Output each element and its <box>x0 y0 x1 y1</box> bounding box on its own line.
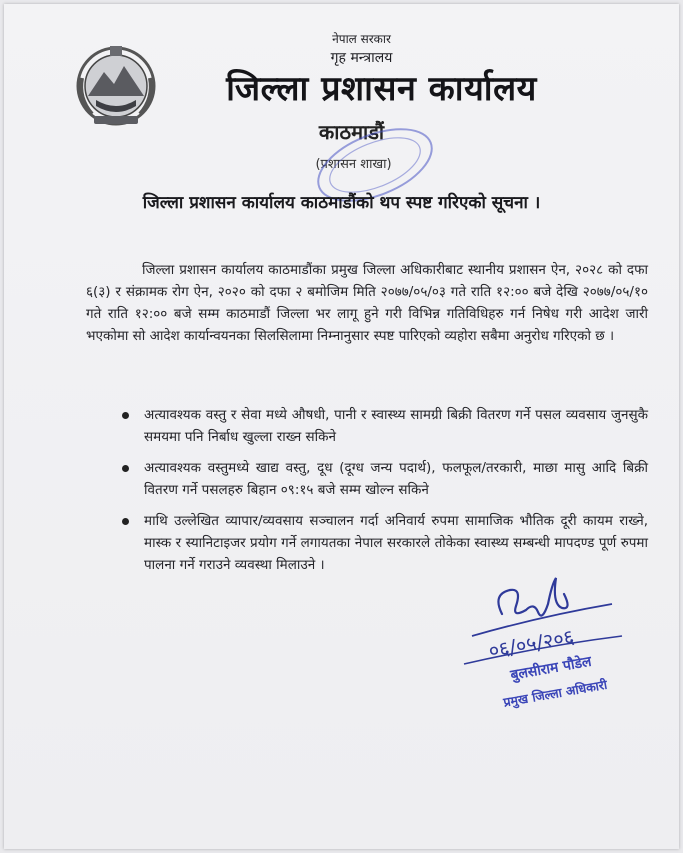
bullet-icon <box>122 412 129 419</box>
list-item <box>116 457 648 501</box>
notice-bullets <box>116 404 648 585</box>
notice-document <box>4 4 679 849</box>
bullet-text: अत्यावश्यक वस्तु र सेवा मध्ये औषधी, पानी र स्वास्थ्य सामग्री बिक्री वितरण गर्ने पसल व्यवसाय जुनसुकै समयमा पनि निर्बाध खुल्ला राख्न सकिने <box>144 407 648 445</box>
list-item <box>116 404 648 448</box>
office-title: जिल्ला प्रशासन कार्यालय <box>226 69 537 109</box>
bullet-text: अत्यावश्यक वस्तुमध्ये खाद्य वस्तु, दूध (दूग्ध जन्य पदार्थ), फलफूल/तरकारी, माछा मासु आदि बिक्री वितरण गर्ने पसलहरु बिहान ०९:१५ बजे सम्म खोल्न सकिने <box>144 460 648 498</box>
bullet-icon <box>122 465 129 472</box>
signatory-name: बुलसीराम पौडेल <box>509 653 593 684</box>
signature-date: ०६/०५/२०६ <box>486 624 576 663</box>
notice-title: जिल्ला प्रशासन कार्यालय काठमाडौंको थप स्पष्ट गरिएको सूचना । <box>142 193 541 213</box>
city-label: काठमाडौं <box>318 120 385 144</box>
government-label: नेपाल सरकार <box>332 32 391 46</box>
ministry-label: गृह मन्त्रालय <box>330 50 393 66</box>
bullet-icon <box>122 518 129 525</box>
bullet-text: माथि उल्लेखित व्यापार/व्यवसाय सञ्चालन गर्दा अनिवार्य रुपमा सामाजिक भौतिक दूरी कायम राख्ने, मास्क र स्यानिटाइजर प्रयोग गर्ने लगायतका नेपाल सरकारले तोकेका स्वास्थ्य सम्बन्धी मापदण्ड पूर्ण रुपमा पालना गर्ने गराउने व्यवस्था मिलाउने । <box>144 513 648 573</box>
notice-body: जिल्ला प्रशासन कार्यालय काठमाडौंका प्रमुख जिल्ला अधिकारीबाट स्थानीय प्रशासन ऐन, २०२८ को दफा ६(३) र संक्रामक रोग ऐन, २०२० को दफा २ बमोजिम मिति २०७७/०५/०३ गते राति १२:०० बजे देखि २०७७/०५/१० गते राति १२:०० बजे सम्म काठमाडौं जिल्ला भर लागू हुने गरी विभिन्न गतिविधिहरु गर्न निषेध गरी आदेश जारी भएकोमा सो आदेश कार्यान्वयनका सिलसिलामा निम्नानुसार स्पष्ट पारिएको व्यहोरा सबैमा अनुरोध गरिएको छ । <box>86 262 648 344</box>
section-label: (प्रशासन शाखा) <box>315 157 392 172</box>
signatory-designation: प्रमुख जिल्ला अधिकारी <box>502 676 609 710</box>
